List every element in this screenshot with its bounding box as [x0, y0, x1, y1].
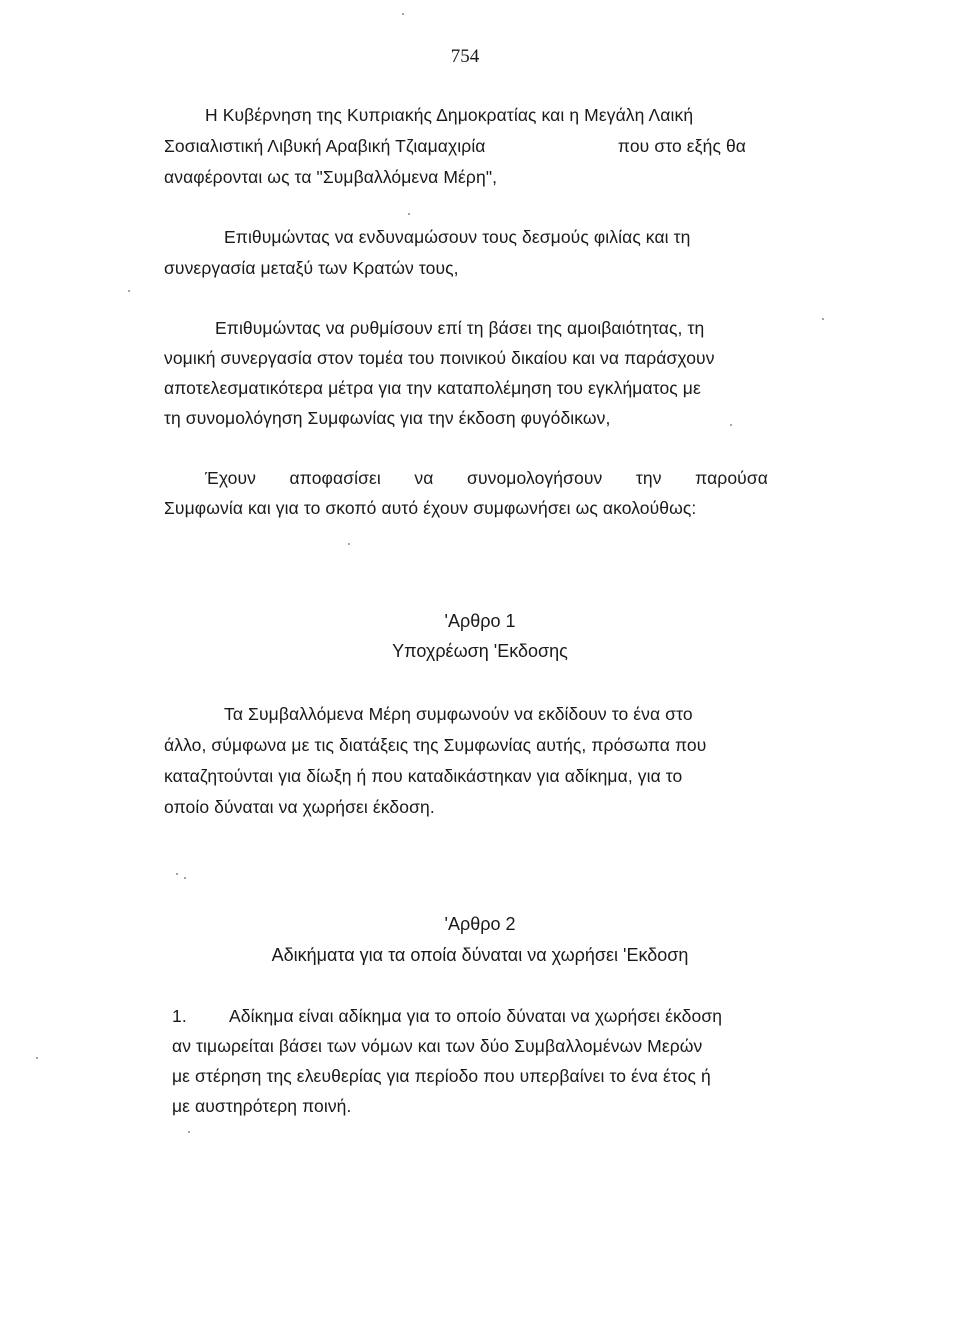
article-1-line-3: καταζητούνται για δίωξη ή που καταδικάστηκαν για αδίκημα, για το: [164, 766, 683, 786]
scan-speck: [188, 1131, 190, 1133]
page-number: 754: [450, 46, 480, 67]
article-2-title: Αδικήματα για τα οποία δύναται να χωρήσει 'Εκδοση: [271, 945, 689, 965]
scan-speck: [408, 213, 410, 215]
resolution-word: συνομολογήσουν: [467, 468, 603, 488]
scan-speck: [402, 13, 404, 15]
resolution-line-2: Συμφωνία και για το σκοπό αυτό έχουν συμφωνήσει ως ακολούθως:: [164, 498, 697, 518]
parties-line-2-left: Σοσιαλιστική Λιβυκή Αραβική Τζιαμαχιρία: [164, 136, 486, 156]
resolution-word: αποφασίσει: [289, 468, 381, 488]
scan-speck: [348, 543, 350, 545]
resolution-word: την: [635, 468, 662, 488]
parties-line-1: Η Κυβέρνηση της Κυπριακής Δημοκρατίας και η Μεγάλη Λαική: [205, 105, 694, 125]
parties-line-3: αναφέρονται ως τα "Συμβαλλόμενα Μέρη",: [164, 167, 498, 187]
article-1-line-2: άλλο, σύμφωνα με τις διατάξεις της Συμφωνίας αυτής, πρόσωπα που: [164, 735, 707, 755]
parties-line-2-right: που στο εξής θα: [617, 136, 746, 156]
article-1-line-1: Τα Συμβαλλόμενα Μέρη συμφωνούν να εκδίδουν το ένα στο: [224, 704, 693, 724]
recital-2-line-2: νομική συνεργασία στον τομέα του ποινικού δικαίου και να παράσχουν: [164, 348, 715, 368]
resolution-line-1: [205, 466, 768, 490]
parties-line-2: [164, 134, 746, 158]
recital-2-line-4: τη συνομολόγηση Συμφωνίας για την έκδοση φυγόδικων,: [164, 408, 611, 428]
resolution-word: παρούσα: [695, 468, 768, 488]
scan-speck: [128, 290, 130, 292]
recital-2-line-1: Επιθυμώντας να ρυθμίσουν επί τη βάσει της αμοιβαιότητας, τη: [215, 318, 705, 338]
scan-speck: [36, 1057, 38, 1059]
article-1-line-4: οποίο δύναται να χωρήσει έκδοση.: [164, 797, 435, 817]
recital-1-line-1: Επιθυμώντας να ενδυναμώσουν τους δεσμούς φιλίας και τη: [224, 227, 691, 247]
article-2-number: 'Αρθρο 2: [444, 914, 516, 934]
article-2-para-1-line-1: Αδίκημα είναι αδίκημα για το οποίο δύναται να χωρήσει έκδοση: [229, 1006, 723, 1026]
recital-1-line-2: συνεργασία μεταξύ των Κρατών τους,: [164, 258, 459, 278]
article-1-title: Υποχρέωση 'Εκδοσης: [392, 641, 568, 661]
scan-speck: [822, 318, 824, 320]
recital-2-line-3: αποτελεσματικότερα μέτρα για την καταπολέμηση του εγκλήματος με: [164, 378, 701, 398]
article-2-para-1-line-4: με αυστηρότερη ποινή.: [172, 1096, 352, 1116]
article-2-para-1-line-2: αν τιμωρείται βάσει των νόμων και των δύο Συμβαλλομένων Μερών: [172, 1036, 703, 1056]
resolution-word: Έχουν: [205, 468, 256, 488]
resolution-word: να: [414, 468, 434, 488]
scan-speck: [184, 877, 186, 879]
article-2-para-1-marker: 1.: [172, 1006, 187, 1026]
scan-speck: [730, 424, 732, 426]
article-1-number: 'Αρθρο 1: [444, 611, 516, 631]
scan-speck: [176, 873, 178, 875]
article-2-para-1-line-3: με στέρηση της ελευθερίας για περίοδο που υπερβαίνει το ένα έτος ή: [172, 1066, 711, 1086]
